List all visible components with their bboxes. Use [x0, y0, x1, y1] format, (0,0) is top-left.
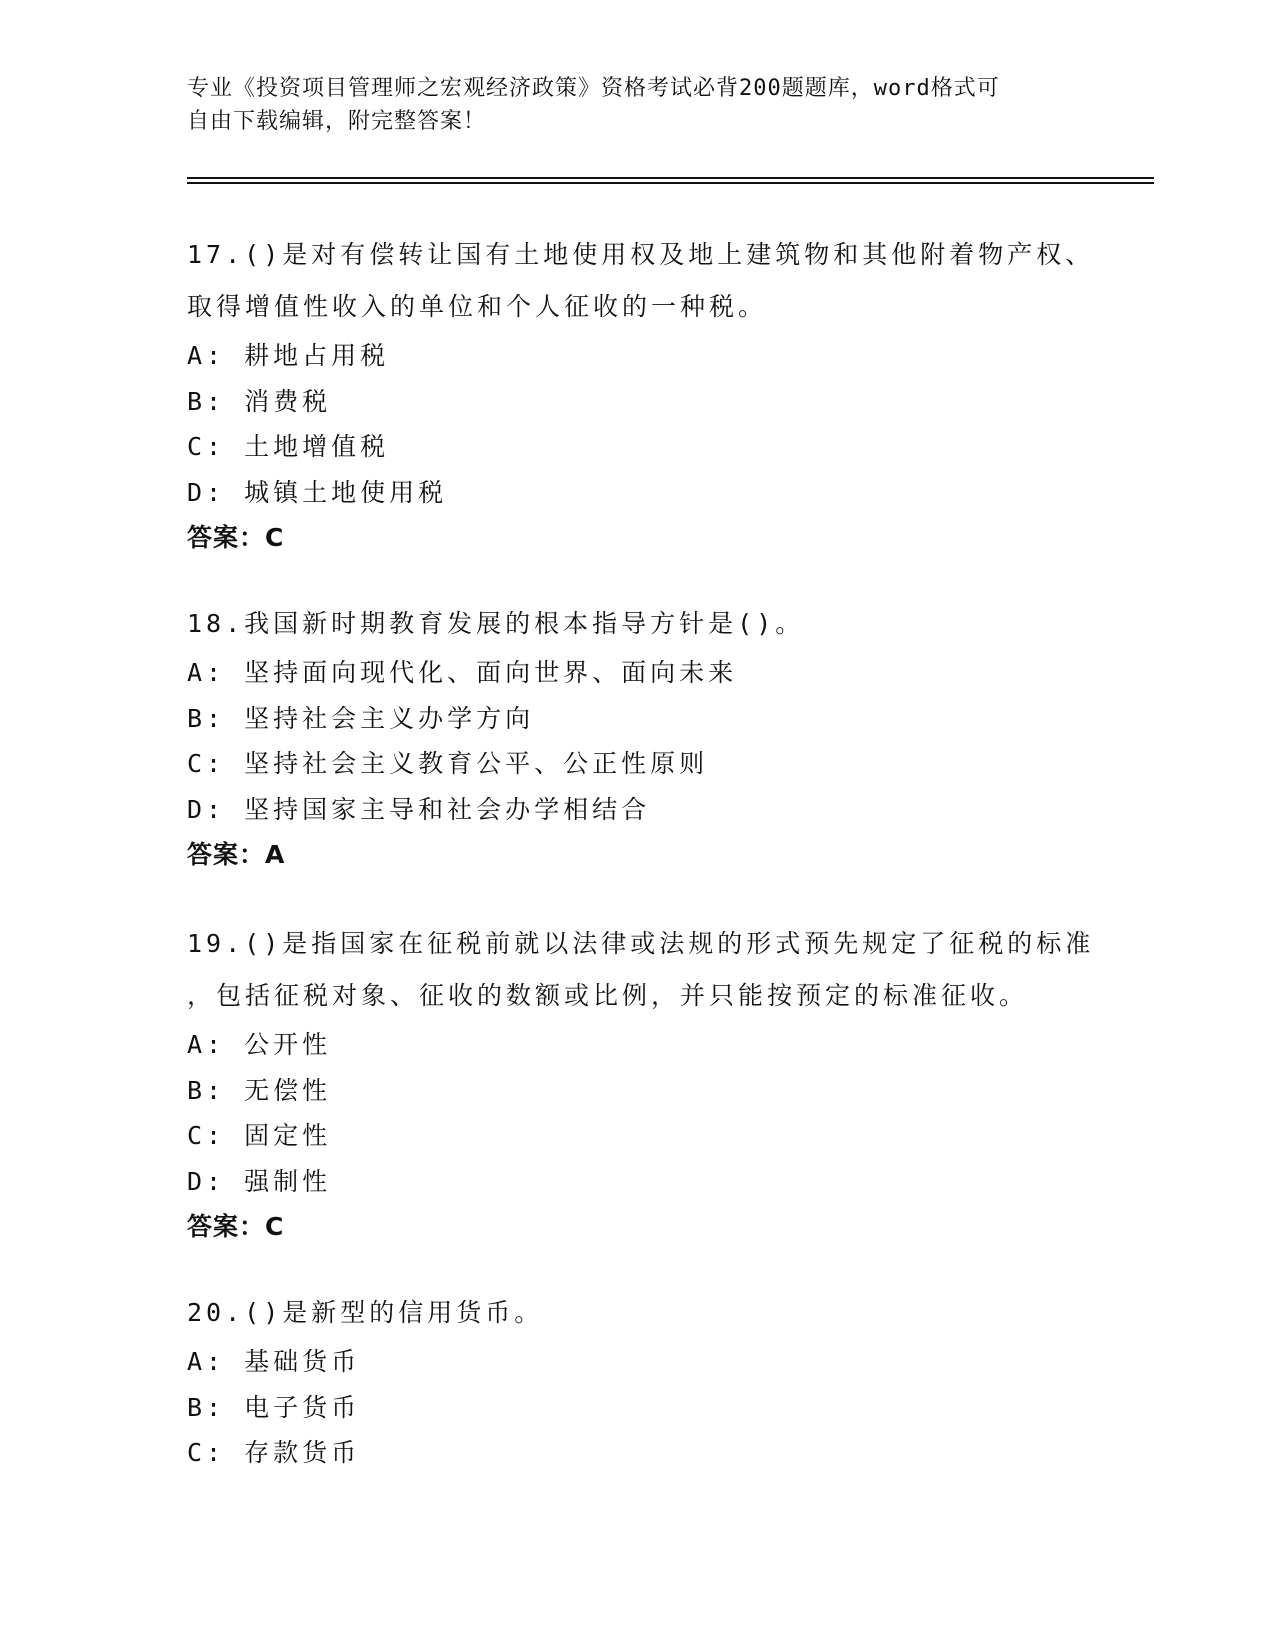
question-stem: 18.我国新时期教育发展的根本指导方针是()。 [187, 609, 805, 638]
document-header [187, 72, 1087, 138]
option-b: B: 消费税 [187, 386, 332, 416]
question-stem: 19.()是指国家在征税前就以法律或法规的形式预先规定了征税的标准 [187, 929, 1095, 958]
option-a: A: 公开性 [187, 1030, 332, 1059]
option-c: C: 坚持社会主义教育公平、公正性原则 [187, 749, 709, 778]
question-18 [187, 598, 1127, 878]
option-b: B: 电子货币 [187, 1392, 361, 1422]
option-c: C: 土地增值税 [187, 432, 390, 461]
option-d: D: 强制性 [187, 1166, 332, 1196]
header-divider-bottom [187, 182, 1154, 184]
question-stem: 20.()是新型的信用货币。 [187, 1298, 544, 1327]
option-a: A: 基础货币 [187, 1347, 361, 1376]
question-stem: ，包括征税对象、征收的数额或比例，并只能按预定的标准征收。 [187, 981, 1029, 1010]
option-c: C: 存款货币 [187, 1438, 361, 1467]
header-line-1: 专业《投资项目管理师之宏观经济政策》资格考试必背200题题库，word格式可 [187, 76, 1000, 101]
option-a: A: 耕地占用税 [187, 341, 390, 370]
header-line-2: 自由下载编辑，附完整答案！ [187, 109, 487, 134]
question-17 [187, 229, 1127, 561]
question-20 [187, 1287, 1127, 1476]
option-a: A: 坚持面向现代化、面向世界、面向未来 [187, 658, 738, 687]
option-d: D: 城镇土地使用税 [187, 477, 448, 507]
question-stem: 取得增值性收入的单位和个人征收的一种税。 [187, 292, 768, 321]
answer: 答案：C [187, 523, 285, 552]
question-19 [187, 918, 1127, 1250]
option-b: B: 坚持社会主义办学方向 [187, 703, 535, 733]
option-c: C: 固定性 [187, 1121, 332, 1150]
answer: 答案：A [187, 840, 286, 869]
question-stem: 17.()是对有偿转让国有土地使用权及地上建筑物和其他附着物产权、 [187, 240, 1095, 269]
option-d: D: 坚持国家主导和社会办学相结合 [187, 794, 651, 824]
option-b: B: 无偿性 [187, 1075, 332, 1105]
header-divider-top [187, 177, 1154, 179]
answer: 答案：C [187, 1212, 285, 1241]
